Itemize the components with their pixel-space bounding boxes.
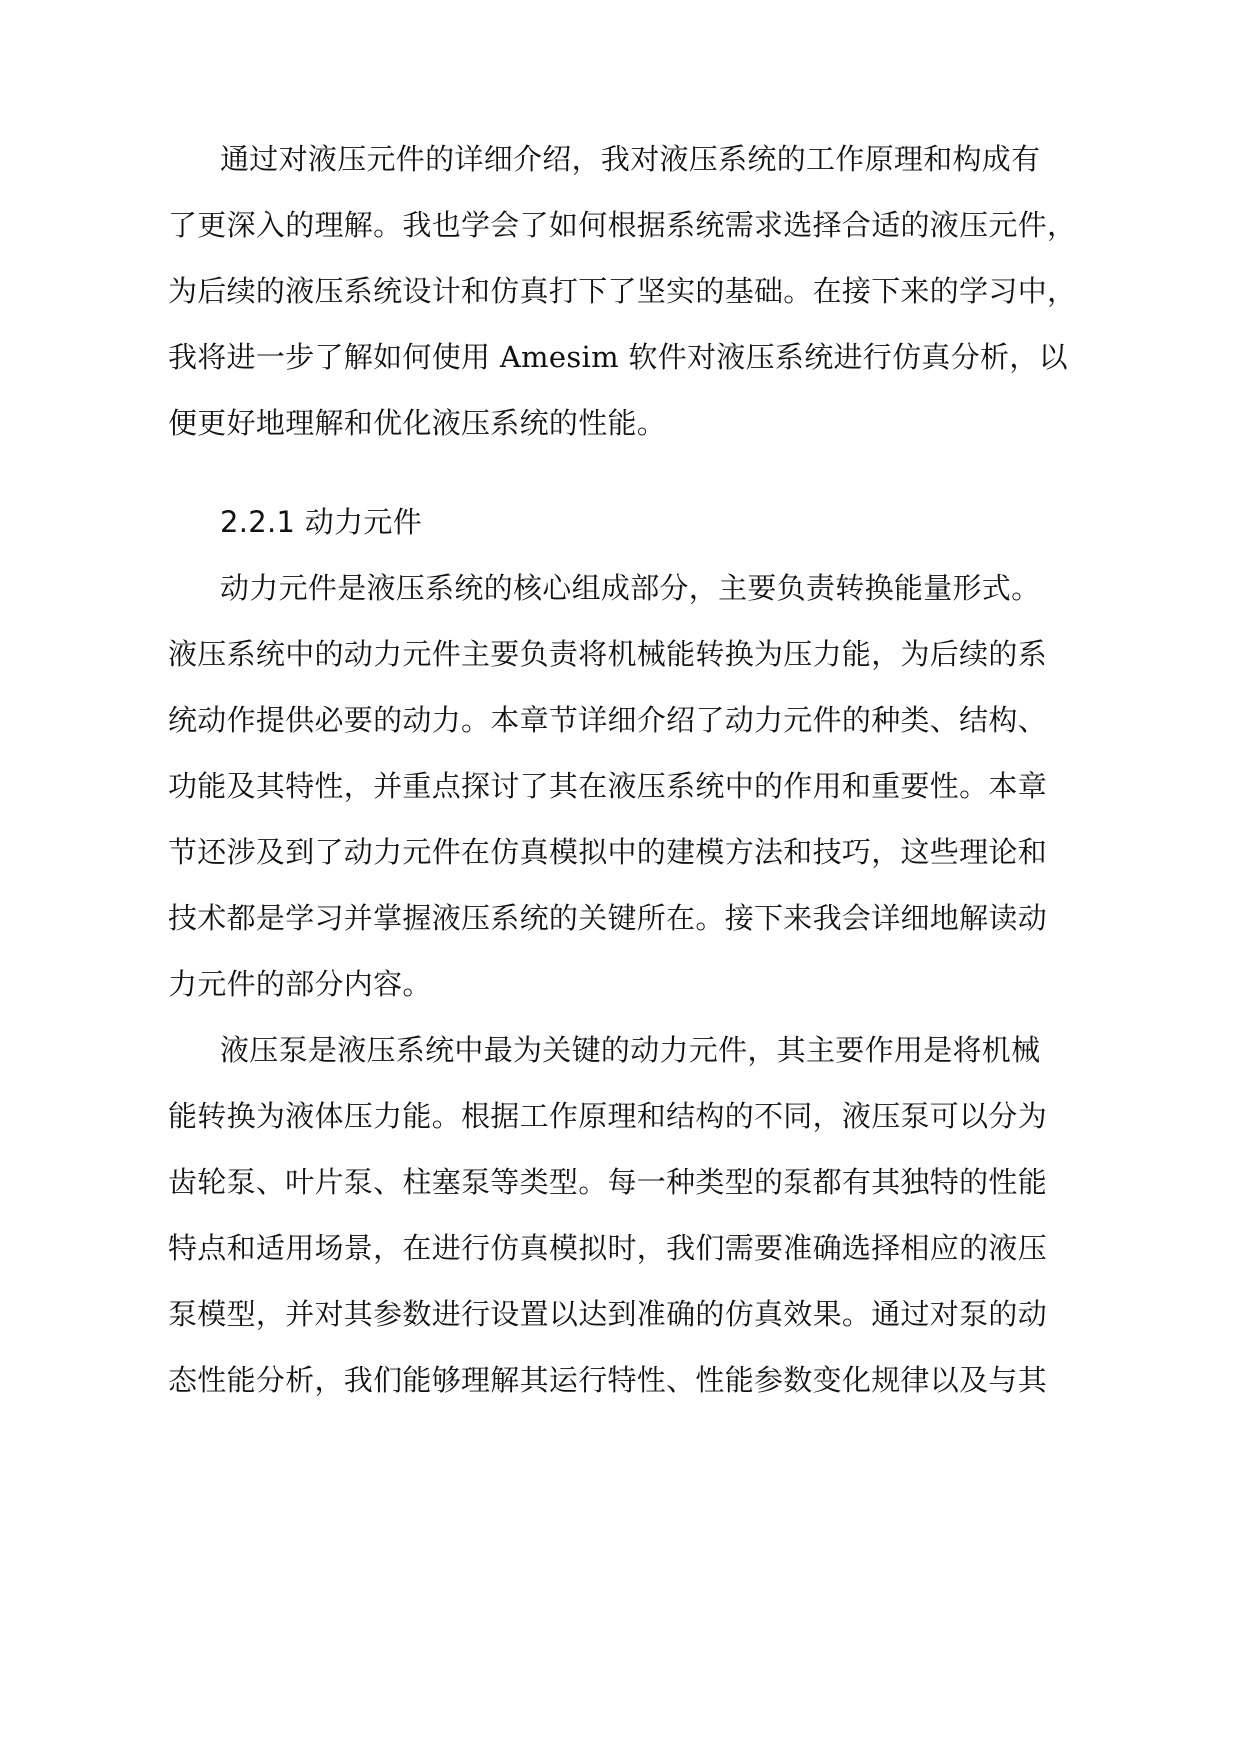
paragraph-line: 动力元件是液压系统的核心组成部分，主要负责转换能量形式。	[220, 571, 1041, 605]
paragraph-line: 液压泵是液压系统中最为关键的动力元件，其主要作用是将机械	[220, 1033, 1041, 1067]
paragraph-line: 便更好地理解和优化液压系统的性能。	[168, 406, 667, 440]
paragraph-line: 力元件的部分内容。	[168, 967, 432, 1001]
paragraph-line: 通过对液压元件的详细介绍，我对液压系统的工作原理和构成有	[220, 142, 1041, 176]
paragraph-line: 泵模型，并对其参数进行设置以达到准确的仿真效果。通过对泵的动	[168, 1297, 1048, 1331]
paragraph-line: 技术都是学习并掌握液压系统的关键所在。接下来我会详细地解读动	[168, 901, 1048, 935]
paragraph-line: 为后续的液压系统设计和仿真打下了坚实的基础。在接下来的学习中，	[168, 274, 1077, 308]
paragraph-line: 液压系统中的动力元件主要负责将机械能转换为压力能，为后续的系	[168, 637, 1048, 671]
paragraph-line: 节还涉及到了动力元件在仿真模拟中的建模方法和技巧，这些理论和	[168, 835, 1048, 869]
paragraph-line: 统动作提供必要的动力。本章节详细介绍了动力元件的种类、结构、	[168, 703, 1048, 737]
paragraph-line: 能转换为液体压力能。根据工作原理和结构的不同，液压泵可以分为	[168, 1099, 1048, 1133]
paragraph-line: 态性能分析，我们能够理解其运行特性、性能参数变化规律以及与其	[168, 1363, 1048, 1397]
section-heading: 2.2.1 动力元件	[220, 505, 423, 539]
paragraph-line: 了更深入的理解。我也学会了如何根据系统需求选择合适的液压元件，	[168, 208, 1077, 242]
paragraph-line: 功能及其特性，并重点探讨了其在液压系统中的作用和重要性。本章	[168, 769, 1048, 803]
paragraph-line: 我将进一步了解如何使用 Amesim 软件对液压系统进行仿真分析，以	[168, 340, 1068, 374]
paragraph-line: 特点和适用场景，在进行仿真模拟时，我们需要准确选择相应的液压	[168, 1231, 1048, 1265]
paragraph-line: 齿轮泵、叶片泵、柱塞泵等类型。每一种类型的泵都有其独特的性能	[168, 1165, 1048, 1199]
